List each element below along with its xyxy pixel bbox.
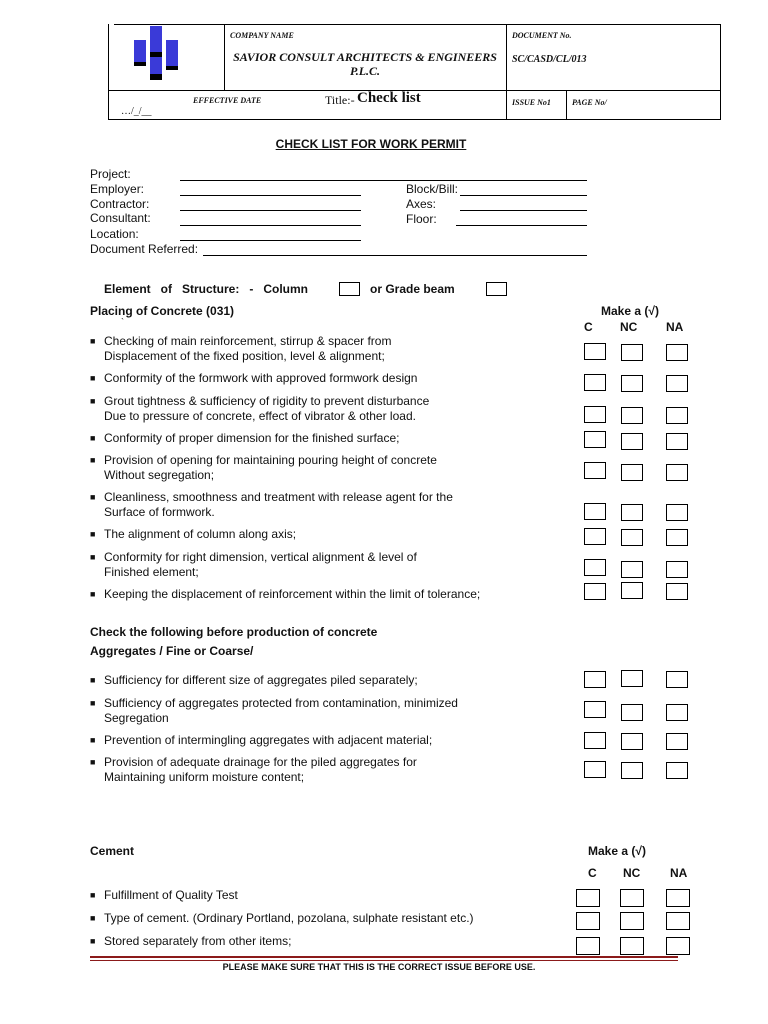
- checkbox-nc[interactable]: [621, 344, 643, 361]
- checkbox-na[interactable]: [666, 583, 688, 600]
- checkbox-c[interactable]: [576, 937, 600, 955]
- axes-label: Axes:: [406, 197, 437, 211]
- checkbox-na[interactable]: [666, 375, 688, 392]
- grade-beam-label: or Grade beam: [370, 282, 455, 296]
- checkbox-nc[interactable]: [621, 582, 643, 599]
- checkbox-na[interactable]: [666, 704, 688, 721]
- list-item: ■ Cleanliness, smoothness and treatment with release agent for the Surface of formwork.: [90, 490, 453, 519]
- column-checkbox[interactable]: [339, 282, 360, 296]
- checkbox-nc[interactable]: [620, 937, 644, 955]
- list-item: ■ Stored separately from other items;: [90, 934, 292, 948]
- checkbox-c[interactable]: [584, 374, 606, 391]
- checkbox-nc[interactable]: [620, 912, 644, 930]
- document-no-label: DOCUMENT No.: [512, 31, 572, 40]
- checkbox-na[interactable]: [666, 504, 688, 521]
- checkbox-nc[interactable]: [621, 670, 643, 687]
- cement-heading: Cement: [90, 844, 135, 858]
- issue-label: ISSUE No1: [512, 98, 551, 107]
- effective-date-value: …/_/__: [121, 106, 152, 117]
- aggregates-heading-1: Check the following before production of concrete: [90, 625, 378, 639]
- page-label: PAGE No/: [572, 98, 607, 107]
- list-item: ■ Prevention of intermingling aggregates with adjacent material;: [90, 733, 433, 747]
- page-title: CHECK LIST FOR WORK PERMIT: [275, 137, 467, 151]
- floor-label: Floor:: [406, 212, 437, 226]
- aggregates-heading-2: Aggregates / Fine or Coarse/: [90, 644, 254, 658]
- list-item: ■ Sufficiency of aggregates protected from contamination, minimized Segregation: [90, 696, 458, 725]
- checkbox-na[interactable]: [666, 671, 688, 688]
- list-item: ■ The alignment of column along axis;: [90, 527, 297, 541]
- list-item: ■ Keeping the displacement of reinforcement within the limit of tolerance;: [90, 587, 481, 601]
- checkbox-nc[interactable]: [621, 433, 643, 450]
- cement-col-nc: NC: [623, 866, 641, 880]
- footer-note: PLEASE MAKE SURE THAT THIS IS THE CORRECT ISSUE BEFORE USE.: [222, 962, 536, 972]
- checkbox-c[interactable]: [576, 912, 600, 930]
- checkbox-nc[interactable]: [621, 375, 643, 392]
- list-item: ■ Conformity of proper dimension for the finished surface;: [90, 431, 400, 445]
- checkbox-na[interactable]: [666, 344, 688, 361]
- footer-rule-thin: [90, 960, 678, 961]
- placing-col-c: C: [584, 320, 593, 334]
- checkbox-na[interactable]: [666, 889, 690, 907]
- document-referred-label: Document Referred:: [90, 242, 199, 256]
- checkbox-c[interactable]: [584, 462, 606, 479]
- checkbox-c[interactable]: [584, 343, 606, 360]
- checkbox-c[interactable]: [584, 732, 606, 749]
- list-item: ■ Fulfillment of Quality Test: [90, 888, 238, 902]
- checkbox-na[interactable]: [666, 561, 688, 578]
- checkbox-nc[interactable]: [621, 407, 643, 424]
- checkbox-c[interactable]: [584, 503, 606, 520]
- project-label: Project:: [90, 167, 131, 181]
- checkbox-na[interactable]: [666, 937, 690, 955]
- checkbox-nc[interactable]: [621, 733, 643, 750]
- stray-mark: `: [121, 317, 124, 327]
- placing-heading: Placing of Concrete (031): [90, 304, 235, 318]
- checkbox-na[interactable]: [666, 433, 688, 450]
- list-item: ■ Type of cement. (Ordinary Portland, pozolana, sulphate resistant etc.): [90, 911, 474, 925]
- list-item: ■ Grout tightness & sufficiency of rigidity to prevent disturbance Due to pressure of concrete, effect of vibrator & other load.: [90, 394, 430, 423]
- list-item: ■ Conformity of the formwork with approved formwork design: [90, 371, 418, 385]
- element-of-structure-label: Element of Structure: - Column: [104, 282, 309, 296]
- checkbox-c[interactable]: [584, 431, 606, 448]
- checkbox-nc[interactable]: [621, 529, 643, 546]
- cement-make-a: Make a (√): [588, 844, 646, 858]
- grade-beam-checkbox[interactable]: [486, 282, 507, 296]
- placing-col-nc: NC: [620, 320, 638, 334]
- list-item: ■ Sufficiency for different size of aggregates piled separately;: [90, 673, 418, 687]
- checkbox-nc[interactable]: [621, 704, 643, 721]
- list-item: ■ Provision of adequate drainage for the piled aggregates for Maintaining uniform moisture content;: [90, 755, 417, 784]
- title-prefix: Title:-: [325, 93, 355, 107]
- checkbox-c[interactable]: [584, 583, 606, 600]
- checkbox-c[interactable]: [584, 528, 606, 545]
- employer-label: Employer:: [90, 182, 145, 196]
- block-bill-label: Block/Bill:: [406, 182, 459, 196]
- checkbox-c[interactable]: [584, 406, 606, 423]
- list-item: ■ Conformity for right dimension, vertical alignment & level of Finished element;: [90, 550, 417, 579]
- checkbox-na[interactable]: [666, 762, 688, 779]
- footer-rule: [90, 956, 678, 958]
- checkbox-na[interactable]: [666, 733, 688, 750]
- checkbox-na[interactable]: [666, 912, 690, 930]
- doc-title-header: Check list: [357, 90, 421, 106]
- list-item: ■ Provision of opening for maintaining pouring height of concrete Without segregation;: [90, 453, 437, 482]
- consultant-label: Consultant:: [90, 211, 151, 225]
- cement-col-c: C: [588, 866, 597, 880]
- checkbox-c[interactable]: [584, 559, 606, 576]
- checkbox-na[interactable]: [666, 529, 688, 546]
- location-label: Location:: [90, 227, 139, 241]
- placing-col-na: NA: [666, 320, 684, 334]
- company-name-label: COMPANY NAME: [230, 31, 294, 40]
- checkbox-nc[interactable]: [621, 504, 643, 521]
- checkbox-nc[interactable]: [621, 762, 643, 779]
- checkbox-nc[interactable]: [620, 889, 644, 907]
- company-logo: [130, 26, 186, 86]
- checkbox-na[interactable]: [666, 407, 688, 424]
- checkbox-c[interactable]: [584, 761, 606, 778]
- company-name: SAVIOR CONSULT ARCHITECTS & ENGINEERS: [233, 50, 497, 64]
- checkbox-c[interactable]: [576, 889, 600, 907]
- checkbox-c[interactable]: [584, 701, 606, 718]
- checkbox-c[interactable]: [584, 671, 606, 688]
- checkbox-nc[interactable]: [621, 464, 643, 481]
- effective-date-label: EFFECTIVE DATE: [193, 96, 262, 105]
- contractor-label: Contractor:: [90, 197, 150, 211]
- cement-col-na: NA: [670, 866, 688, 880]
- document-no: SC/CASD/CL/013: [512, 54, 587, 65]
- placing-make-a: Make a (√): [601, 304, 659, 318]
- company-suffix: P.L.C.: [349, 64, 381, 78]
- list-item: ■ Checking of main reinforcement, stirrup & spacer from Displacement of the fixed position, level & alignment;: [90, 334, 392, 363]
- checkbox-nc[interactable]: [621, 561, 643, 578]
- checkbox-na[interactable]: [666, 464, 688, 481]
